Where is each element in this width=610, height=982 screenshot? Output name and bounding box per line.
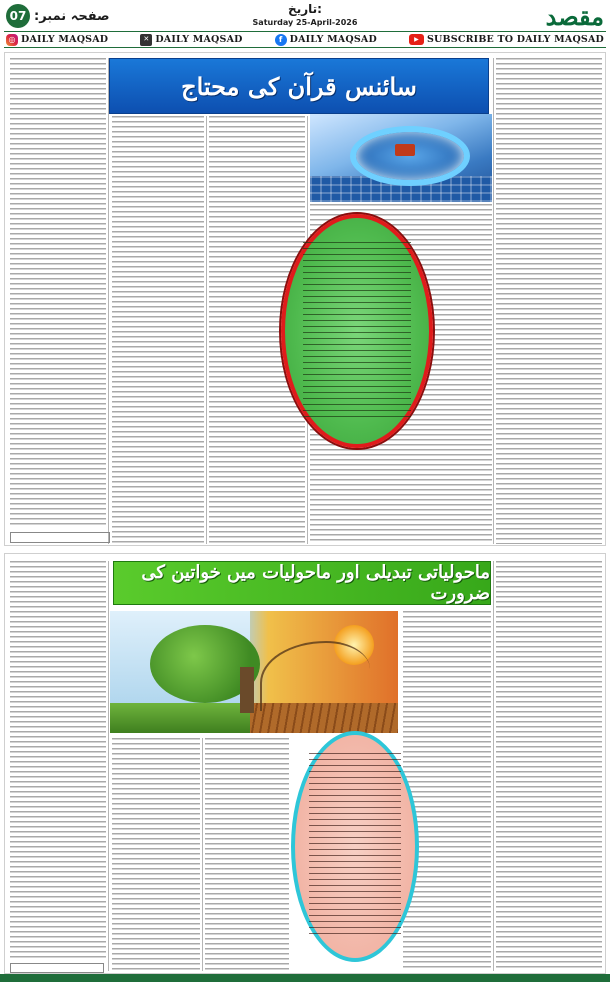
social-label: DAILY MAQSAD	[21, 34, 109, 45]
x-twitter-icon: ✕	[140, 34, 152, 46]
article-2-body-column	[10, 561, 106, 959]
column-divider	[108, 561, 109, 971]
image-green-ground	[110, 703, 250, 733]
image-center	[395, 144, 415, 156]
article-2-body-column	[205, 738, 289, 971]
social-x[interactable]	[140, 34, 242, 46]
article-2-pull-quote	[291, 731, 419, 962]
article-2-headline-text: ماحولیاتی تبدیلی اور ماحولیات میں خواتین کی ضرورت	[141, 562, 490, 604]
social-bar	[4, 31, 606, 48]
article-1-body-column	[496, 58, 602, 544]
pull-quote-text	[309, 753, 401, 939]
social-label: DAILY MAQSAD	[155, 34, 243, 45]
footer-bar	[0, 974, 610, 982]
date-value: Saturday 25-April-2026	[252, 18, 358, 27]
page-number-badge: 07	[6, 4, 30, 28]
social-instagram[interactable]	[6, 34, 108, 46]
facebook-icon: f	[275, 34, 287, 46]
youtube-icon: ▶	[409, 34, 424, 45]
pull-quote-text	[303, 242, 411, 422]
newspaper-logo: مقصد	[545, 2, 604, 31]
column-divider	[493, 58, 494, 544]
social-label: DAILY MAQSAD	[289, 34, 377, 45]
article-1-body-column	[112, 116, 204, 544]
instagram-icon: ◎	[6, 34, 18, 46]
article-2-byline	[10, 963, 104, 973]
article-2-headline	[113, 561, 491, 605]
article-2-body-column	[403, 611, 491, 971]
image-dead-branches	[260, 641, 370, 711]
column-divider	[108, 58, 109, 544]
article-1-body-column	[10, 58, 106, 528]
image-dome	[350, 126, 470, 186]
article-2-body-column	[496, 561, 602, 971]
column-divider	[493, 561, 494, 971]
page-number-block	[6, 4, 110, 28]
image-tree-trunk	[240, 667, 254, 713]
social-facebook[interactable]	[275, 34, 377, 46]
article-1-byline	[10, 532, 110, 543]
article-2-image	[110, 611, 398, 733]
article-2-body-column	[112, 738, 200, 971]
column-divider	[202, 738, 203, 971]
article-1-headline	[109, 58, 489, 114]
date-label: تاریخ:	[288, 2, 322, 16]
social-youtube[interactable]	[409, 34, 604, 45]
social-label: SUBSCRIBE TO DAILY MAQSAD	[426, 34, 604, 45]
column-divider	[206, 116, 207, 544]
article-1-headline-text: سائنس قرآن کی محتاج	[181, 71, 417, 101]
article-1-pull-quote	[281, 214, 433, 448]
page-number-label: صفحہ نمبر:	[34, 8, 110, 24]
article-1-image	[310, 114, 492, 202]
